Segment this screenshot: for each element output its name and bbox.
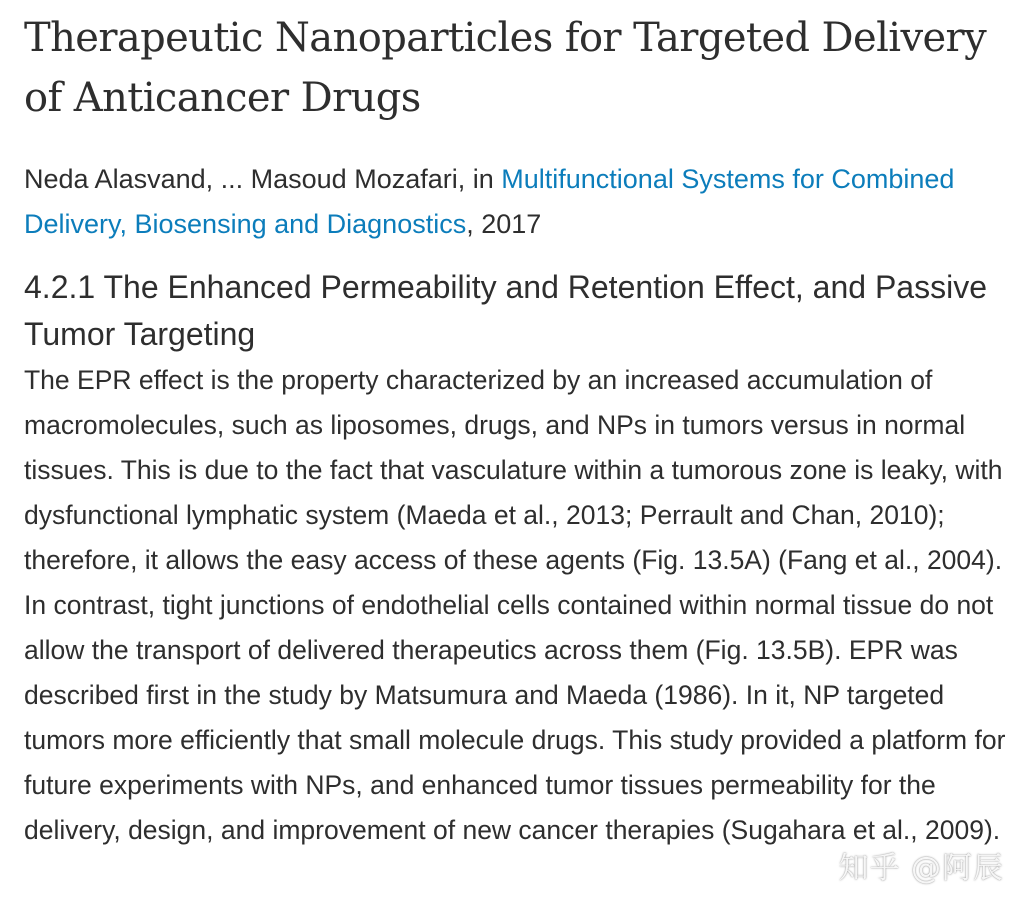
article-page (24, 0, 1014, 853)
article-title: Therapeutic Nanoparticles for Targeted Delivery of Anticancer Drugs (24, 15, 987, 121)
text-segment: The EPR effect is the property characterized by an increased accumulation of macromolecules, such as liposomes, drugs, and NPs in tumors versus in normal tissues. This is due to the fact that vasculature within a tumorous zone is leaky, with dysfunctional lymphatic system ( (24, 365, 1003, 530)
publication-year: , 2017 (466, 209, 542, 239)
author-names: Neda Alasvand, ... Masoud Mozafari, in (24, 164, 502, 194)
figure-ref-13-5a[interactable]: Fig. 13.5A (641, 545, 762, 575)
citation-sugahara-2009[interactable]: Sugahara et al., 2009 (730, 815, 984, 845)
text-segment: ) ( (761, 545, 787, 575)
citation-maeda-2013[interactable]: Maeda et al., 2013 (405, 500, 625, 530)
citation-matsumura-maeda-1986[interactable]: Matsumura and Maeda (1986) (374, 680, 732, 710)
text-segment: ); therefore, it allows the easy access of these agents ( (24, 500, 945, 575)
citation-fang-2004[interactable]: Fang et al., 2004 (787, 545, 986, 575)
section-heading: 4.2.1 The Enhanced Permeability and Retention Effect, and Passive Tumor Targeting (24, 269, 987, 352)
watermark: 知乎 @阿辰 (838, 851, 1004, 886)
citation-perrault-chan-2010[interactable]: Perrault and Chan, 2010 (639, 500, 929, 530)
text-segment: ). In contrast, tight junctions of endothelial cells contained within normal tissue do not allow the transport of delivered therapeutics across them ( (24, 545, 1003, 665)
book-link[interactable]: Multifunctional Systems for Combined Delivery, Biosensing and Diagnostics (24, 164, 955, 239)
section-paragraph (24, 358, 1014, 853)
figure-ref-13-5b[interactable]: Fig. 13.5B (704, 635, 826, 665)
text-segment: ). (983, 815, 1001, 845)
byline (24, 157, 1014, 247)
text-segment: ). EPR was described first in the study by (24, 635, 958, 710)
text-segment: . In it, NP targeted tumors more efficiently that small molecule drugs. This study provided a platform for future experiments with NPs, and enhanced tumor tissues permeability for the delivery, design, and improvement of new cancer therapies ( (24, 680, 1006, 845)
text-segment: ; (624, 500, 640, 530)
